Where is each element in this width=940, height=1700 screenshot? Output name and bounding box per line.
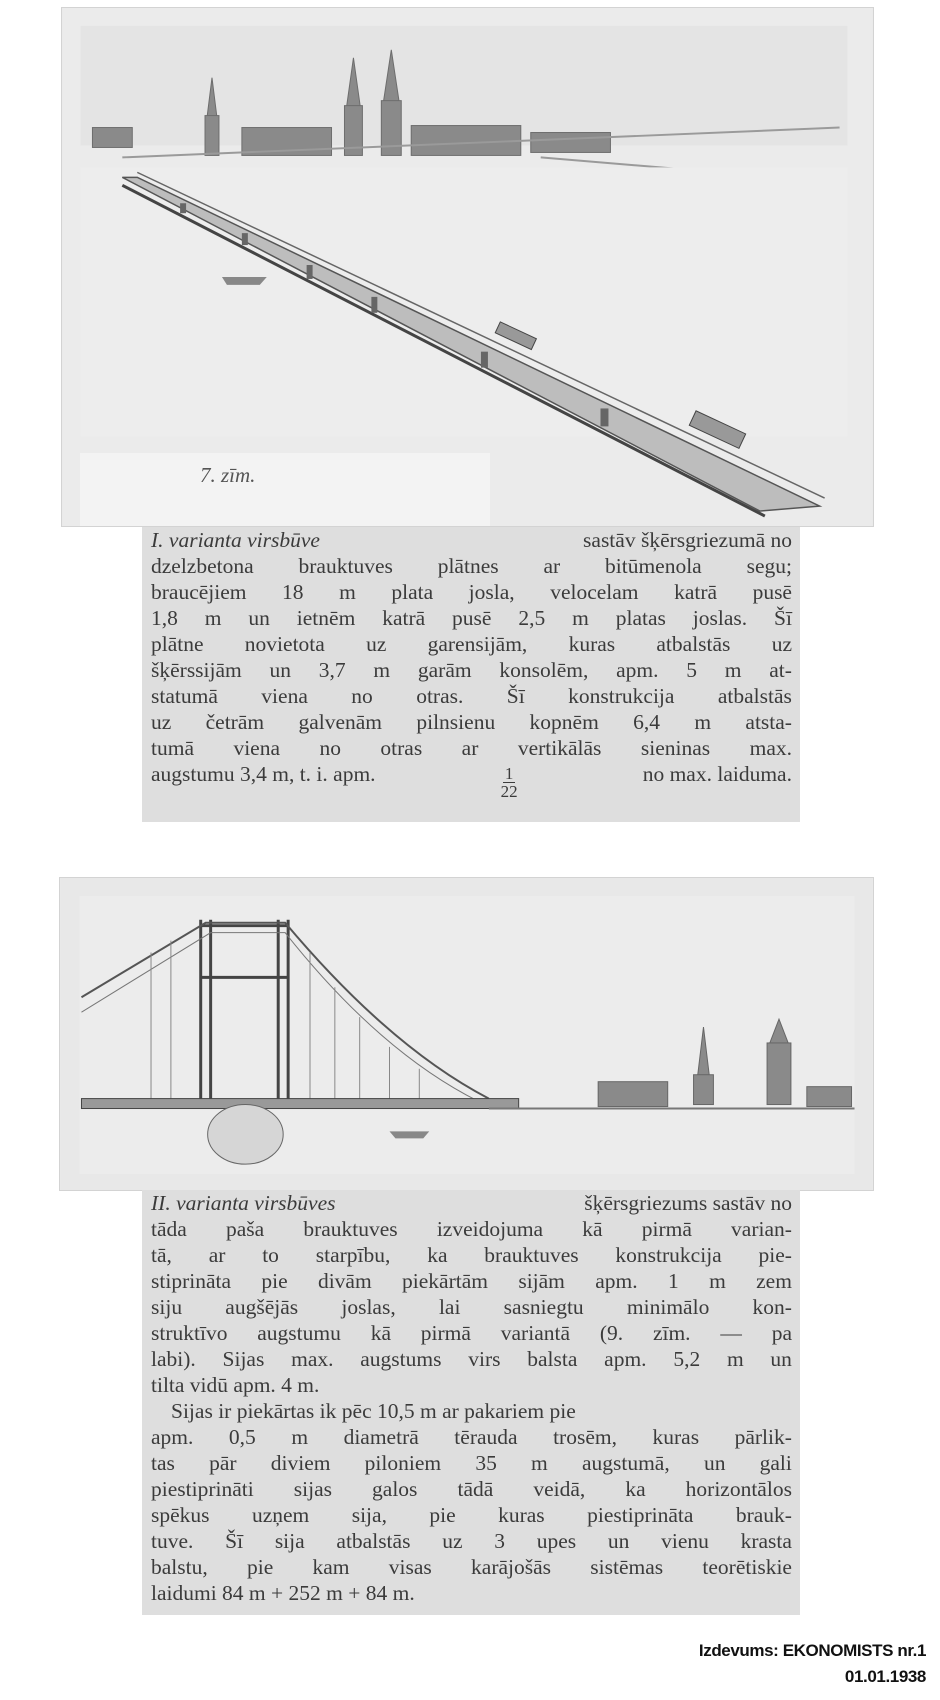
text-line: [151, 1242, 792, 1268]
word: bitūmenola: [605, 554, 702, 578]
word: siju: [151, 1295, 183, 1319]
word: apm.: [604, 1347, 647, 1371]
word: konstrukcija: [568, 684, 675, 708]
word: vienu: [661, 1529, 709, 1553]
word: diametrā: [343, 1425, 419, 1449]
paragraph-lines: [151, 1216, 792, 1606]
word: —: [720, 1321, 742, 1345]
text-span: šķērsgriezums sastāv no: [584, 1191, 792, 1215]
word: m: [204, 606, 222, 630]
word: uz: [771, 632, 792, 656]
word: pār: [209, 1451, 237, 1475]
word: augstums: [360, 1347, 442, 1371]
word: spēkus: [151, 1503, 210, 1527]
word: krasta: [740, 1529, 792, 1553]
word: platas: [615, 606, 666, 630]
text-line: [151, 579, 792, 605]
word: gali: [759, 1451, 792, 1475]
text-span: augstumu 3,4 m, t. i. apm.: [151, 762, 376, 786]
word: 18: [282, 580, 304, 604]
word: sijas: [293, 1477, 332, 1501]
text-line: [151, 657, 792, 683]
word: atsta-: [745, 710, 792, 734]
word: kuras: [568, 632, 616, 656]
word: piestiprināta: [587, 1503, 694, 1527]
word: braucējiem: [151, 580, 247, 604]
word: max.: [749, 736, 792, 760]
text-block-variant-2: [142, 1190, 800, 1615]
word: tas: [151, 1451, 175, 1475]
word: no: [319, 736, 341, 760]
word: otras: [380, 736, 423, 760]
word: vertikālās: [517, 736, 602, 760]
word: Šī: [774, 606, 792, 630]
word: pa: [771, 1321, 792, 1345]
word: galvenām: [298, 710, 383, 734]
text-line: [151, 1580, 792, 1606]
word: m: [373, 658, 391, 682]
text-line: [151, 605, 792, 631]
text-line: [151, 1268, 792, 1294]
word: apm.: [151, 1425, 194, 1449]
text-block-variant-1: [142, 527, 800, 822]
word: balsta: [527, 1347, 578, 1371]
word: brauktuves: [298, 554, 393, 578]
word: 6,4: [633, 710, 661, 734]
word: velocelam: [550, 580, 639, 604]
text-line: [151, 1398, 792, 1424]
word: zīm.: [652, 1321, 691, 1345]
word: katrā: [674, 580, 718, 604]
word: kā: [370, 1321, 391, 1345]
text-line: [151, 683, 792, 709]
word: (9.: [599, 1321, 624, 1345]
word: augstumā,: [581, 1451, 670, 1475]
word: kā: [582, 1217, 603, 1241]
word: piestiprināti: [151, 1477, 254, 1501]
word: galos: [372, 1477, 418, 1501]
word: kuras: [652, 1425, 700, 1449]
word: Šī: [225, 1529, 244, 1553]
word: tādā: [457, 1477, 494, 1501]
word: lai: [438, 1295, 461, 1319]
word: augšējās: [225, 1295, 299, 1319]
word: m: [709, 1269, 726, 1293]
word: garām: [417, 658, 472, 682]
word: 5,2: [673, 1347, 701, 1371]
word: viena: [261, 684, 308, 708]
word: tāda: [151, 1217, 187, 1241]
fraction-numerator: 1: [504, 764, 514, 783]
word: ar: [461, 736, 479, 760]
word: uz: [151, 710, 172, 734]
word: dzelzbetona: [151, 554, 254, 578]
suspension-bridge-drawing: [60, 878, 873, 1190]
word: m: [339, 580, 356, 604]
text-line: [151, 1554, 792, 1580]
word: ka: [625, 1477, 646, 1501]
word: balstu,: [151, 1555, 208, 1579]
word: četrām: [205, 710, 265, 734]
word: uz: [366, 632, 387, 656]
word: uz: [442, 1529, 463, 1553]
variant-heading: II. varianta virsbūves: [151, 1191, 336, 1215]
figure-caption: 7. zīm.: [200, 463, 256, 487]
word: un: [770, 1347, 792, 1371]
word: minimālo: [626, 1295, 710, 1319]
word: pie-: [758, 1243, 792, 1267]
text-span: no max. laiduma.: [642, 762, 792, 786]
word: brauktuves: [303, 1217, 398, 1241]
word: 5: [686, 658, 697, 682]
word: otras.: [416, 684, 464, 708]
word: piekārtām: [402, 1269, 488, 1293]
word: virs: [468, 1347, 501, 1371]
text-line: [151, 1424, 792, 1450]
text-line: [151, 1190, 792, 1216]
word: sija: [274, 1529, 305, 1553]
word: ar: [208, 1243, 226, 1267]
word: kam: [312, 1555, 350, 1579]
word: kon-: [752, 1295, 792, 1319]
word: 3,7: [318, 658, 346, 682]
figure-suspension-bridge-illustration: [59, 877, 874, 1191]
word: ar: [543, 554, 561, 578]
word: konstrukcija: [615, 1243, 722, 1267]
word: diviem: [270, 1451, 331, 1475]
word: visas: [388, 1555, 432, 1579]
word: atbalstās: [336, 1529, 411, 1553]
word: izveidojuma: [436, 1217, 544, 1241]
text-span: laidumi 84 m + 252 m + 84 m.: [151, 1581, 415, 1605]
word: brauk-: [735, 1503, 792, 1527]
word: sasniegtu: [503, 1295, 584, 1319]
figure-girder-bridge-illustration: [61, 7, 874, 527]
word: pusē: [452, 606, 492, 630]
text-line: [151, 631, 792, 657]
girder-bridge-drawing: [62, 8, 873, 526]
word: un: [269, 658, 292, 682]
word: tuve.: [151, 1529, 194, 1553]
word: viena: [233, 736, 281, 760]
word: m: [531, 1451, 548, 1475]
word: un: [607, 1529, 630, 1553]
word: sijām: [518, 1269, 565, 1293]
word: brauktuves: [484, 1243, 579, 1267]
word: struktīvo: [151, 1321, 228, 1345]
word: apm.: [595, 1269, 638, 1293]
text-line: [151, 553, 792, 579]
word: katrā: [382, 606, 426, 630]
word: m: [726, 1347, 744, 1371]
word: m: [724, 658, 742, 682]
caption-box: [80, 453, 490, 527]
word: 3: [494, 1529, 505, 1553]
word: 2,5: [518, 606, 546, 630]
word: novietota: [244, 632, 325, 656]
word: ietnēm: [296, 606, 356, 630]
text-line: [151, 1216, 792, 1242]
word: tā,: [151, 1243, 172, 1267]
word: statumā: [151, 684, 218, 708]
publication-source: Izdevums: EKONOMISTS nr.1: [698, 1641, 926, 1660]
word: uzņem: [251, 1503, 310, 1527]
word: upes: [536, 1529, 577, 1553]
text-line: [151, 1320, 792, 1346]
text-line: [151, 1528, 792, 1554]
word: joslas,: [341, 1295, 396, 1319]
word: pirmā: [420, 1321, 471, 1345]
text-span: tilta vidū apm. 4 m.: [151, 1373, 320, 1397]
text-line: [151, 1346, 792, 1372]
word: zem: [756, 1269, 792, 1293]
word: variantā: [500, 1321, 571, 1345]
word: no: [351, 684, 373, 708]
word: teorētiskie: [702, 1555, 792, 1579]
word: plātne: [151, 632, 204, 656]
word: pie: [261, 1269, 288, 1293]
text-line: [151, 1450, 792, 1476]
word: konsolēm,: [499, 658, 589, 682]
word: veidā,: [533, 1477, 586, 1501]
word: sija,: [351, 1503, 387, 1527]
word: segu;: [746, 554, 792, 578]
word: ka: [427, 1243, 448, 1267]
word: pārlik-: [734, 1425, 792, 1449]
word: stiprināta: [151, 1269, 232, 1293]
word: to: [262, 1243, 279, 1267]
text-span: sastāv šķērsgriezumā no: [583, 528, 792, 552]
word: pirmā: [641, 1217, 692, 1241]
word: 1,8: [151, 606, 178, 630]
paragraph-lines: [151, 553, 792, 761]
fraction: [500, 764, 518, 801]
word: atbalstās: [717, 684, 792, 708]
text-line: [151, 1372, 792, 1398]
word: sistēmas: [590, 1555, 664, 1579]
word: pusē: [752, 580, 792, 604]
word: m: [694, 710, 712, 734]
word: Sijas: [222, 1347, 265, 1371]
word: max.: [291, 1347, 334, 1371]
text-line: [151, 1502, 792, 1528]
word: kopnēm: [529, 710, 599, 734]
word: karājošās: [471, 1555, 552, 1579]
word: apm.: [616, 658, 659, 682]
text-line: [151, 735, 792, 761]
word: m: [572, 606, 589, 630]
publication-date: 01.01.1938: [844, 1667, 926, 1686]
word: sieninas: [640, 736, 711, 760]
text-line-fraction: [151, 761, 792, 801]
word: 0,5: [228, 1425, 256, 1449]
text-line: [151, 709, 792, 735]
word: 35: [475, 1451, 497, 1475]
word: starpību,: [315, 1243, 391, 1267]
word: un: [703, 1451, 726, 1475]
word: augstumu: [257, 1321, 341, 1345]
word: divām: [317, 1269, 372, 1293]
word: piloniem: [364, 1451, 442, 1475]
text-line: [151, 527, 792, 553]
word: pie: [429, 1503, 456, 1527]
word: trosēm,: [553, 1425, 617, 1449]
word: tērauda: [454, 1425, 518, 1449]
word: Šī: [506, 684, 525, 708]
text-line: [151, 1476, 792, 1502]
word: kuras: [498, 1503, 545, 1527]
word: josla,: [468, 580, 515, 604]
word: m: [291, 1425, 309, 1449]
fraction-denominator: 22: [500, 782, 518, 801]
word: atbalstās: [656, 632, 731, 656]
word: garensijām,: [427, 632, 528, 656]
word: plātnes: [437, 554, 499, 578]
word: pie: [246, 1555, 274, 1579]
word: joslas.: [692, 606, 748, 630]
word: pilnsienu: [416, 710, 496, 734]
word: labi).: [151, 1347, 196, 1371]
word: paša: [225, 1217, 265, 1241]
word: 1: [667, 1269, 679, 1293]
word: varian-: [731, 1217, 792, 1241]
word: plata: [391, 580, 434, 604]
word: šķērssijām: [151, 658, 242, 682]
variant-heading: I. varianta virsbūve: [151, 528, 320, 552]
word: horizontālos: [685, 1477, 792, 1501]
word: at-: [769, 658, 792, 682]
text-line: [151, 1294, 792, 1320]
text-span: Sijas ir piekārtas ik pēc 10,5 m ar pakariem pie: [171, 1399, 576, 1423]
word: un: [248, 606, 270, 630]
word: tumā: [151, 736, 194, 760]
